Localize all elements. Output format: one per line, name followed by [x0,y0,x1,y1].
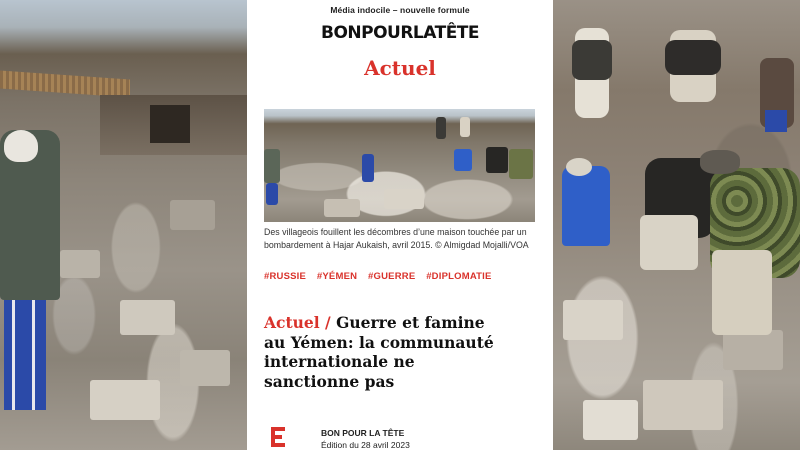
headline-title: Guerre et famine au Yémen: la communauté internationale ne sanctionne pas [264,313,494,391]
footer-brand: BON POUR LA TÊTE [321,428,405,438]
tag-link[interactable]: #YÉMEN [316,271,358,282]
tag-link[interactable]: #GUERRE [368,271,416,282]
rubble-stone [90,380,160,420]
article-panel [247,0,553,450]
photo-villager-dark [486,147,508,173]
villager-skirt [640,215,698,270]
villager-head [4,130,38,162]
rubble-stone [723,330,783,370]
photo-rubble [384,189,424,209]
bplt-logo-icon [271,427,287,447]
photo-rubble [324,199,360,217]
rubble-stone [60,250,100,278]
villager-head [700,150,740,174]
site-tagline: Média indocile – nouvelle formule [330,5,470,15]
villager-head [566,158,592,176]
rubble-stone [583,400,638,440]
headline-separator: / [319,313,337,332]
hut-doorway [150,105,190,143]
headline-kicker: Actuel [264,313,320,332]
villager-trousers [4,300,46,410]
villager-trousers [765,110,787,132]
villager-vest [572,40,612,80]
hut-roof [0,70,130,97]
photo-villager-trousers [266,183,278,205]
tag-link[interactable]: #RUSSIE [264,271,307,282]
article-headline[interactable] [264,313,504,391]
photo-villager-blue [362,154,374,182]
section-title[interactable]: Actuel [364,56,436,80]
footer-edition: Édition du 28 avril 2023 [321,440,410,450]
villager-blue-outfit [562,166,610,246]
rubble-stone [170,200,215,230]
photo-villager-blue [454,149,472,171]
rubble-stone [563,300,623,340]
villager-skirt [712,250,772,335]
photo-caption: Des villageois fouillent les décombres d’une maison touchée par un bombardement à Hajar Aukaish, avril 2015. © Almigdad Mojalli/VOA [264,227,529,250]
rubble-stone [643,380,723,430]
villager-jacket [665,40,721,75]
photo-villager-distant [460,117,470,137]
tag-link[interactable]: #DIPLOMATIE [426,271,492,282]
rubble-stone [180,350,230,386]
background-photo-left [0,0,247,450]
photo-villager [264,149,280,183]
photo-villager-camo [509,149,533,179]
article-photo [264,109,535,222]
site-masthead[interactable]: BONPOURLATÊTE [320,23,480,43]
rubble-stone [120,300,175,335]
photo-villager-distant [436,117,446,139]
tag-list [264,271,539,283]
